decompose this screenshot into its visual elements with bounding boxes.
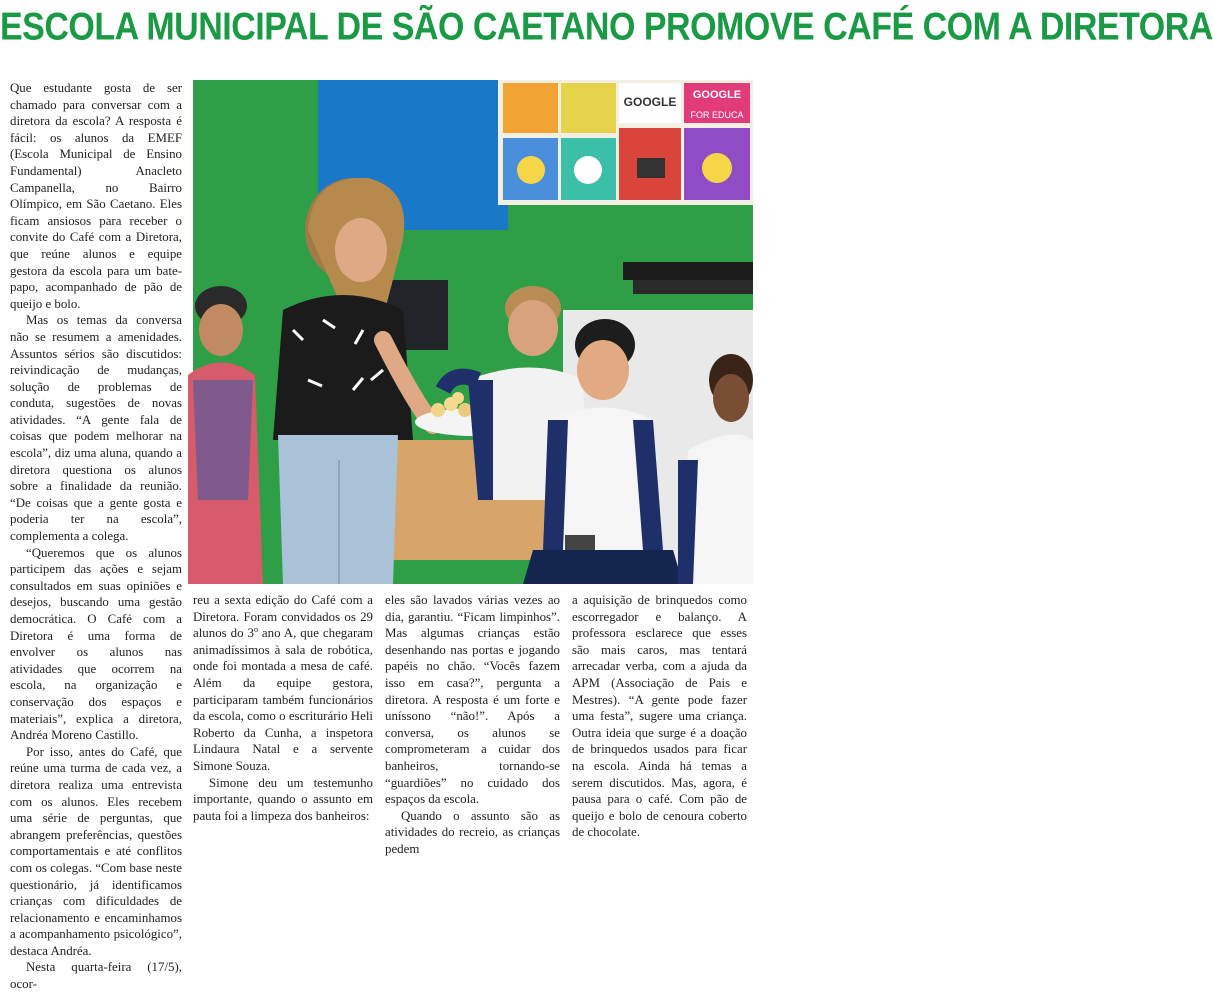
storage-case bbox=[623, 262, 753, 280]
headline: ESCOLA MUNICIPAL DE SÃO CAETANO PROMOVE CAFÉ COM A DIRETORA bbox=[0, 5, 1213, 49]
poster-text: GOOGLE bbox=[623, 95, 677, 109]
paragraph: Simone deu um testemunho importante, quando o assunto em pauta foi a limpeza dos banheiros: bbox=[193, 775, 373, 823]
paragraph: Que estudante gosta de ser chamado para conversar com a diretora da escola? A resposta é fácil: os alunos da EMEF (Escola Municipal de Ensino Fundamental) Anacleto Campanella, no Bairro Olímpico, em São Caetano. Eles ficam ansiosos para receber o convite do Café com a Diretora, que reúne alunos e equipe gestora da escola para um bate-papo, acompanhado de pão de queijo e bolo. bbox=[10, 81, 182, 311]
quote-icon bbox=[702, 153, 732, 183]
camera-icon bbox=[637, 158, 665, 178]
storage-case bbox=[633, 280, 753, 294]
paragraph: reu a sexta edição do Café com a Diretora. Foram convidados os 29 alunos do 3º ano A, que chegaram animadíssimos à sala de robótica, onde foi montada a mesa de café. Além da equipe gestora, participaram também funcionários da escola, como o escriturário Heli Roberto da Cunha, a inspetora Lindaura Natal e a servente Simone Souza. bbox=[193, 593, 373, 773]
poster-text: FOR EDUCA bbox=[690, 110, 744, 120]
educational-posters bbox=[498, 80, 753, 205]
paragraph: Por isso, antes do Café, que reúne uma turma de cada vez, a diretora realiza uma entrevista com os alunos. Eles recebem uma série de perguntas, que abrangem preferências, questões comportamentais e até conflitos com os colegas. “Com base neste questionário, já identificamos crianças com dificuldades de relacionamento e encaminhamos a acompanhamento psicológico”, destaca Andréa. bbox=[10, 744, 182, 958]
article-column-2 bbox=[193, 592, 373, 824]
article-column-4 bbox=[572, 592, 747, 841]
article-column-1 bbox=[10, 80, 182, 993]
classroom-photo bbox=[193, 80, 753, 584]
paragraph: Mas os temas da conversa não se resumem a amenidades. Assuntos sérios são discutidos: reivindicação de mudanças, solução de problemas de conduta, sugestões de novas atividades. “A gente fala de coisas que podem melhorar na escola”, diz uma aluna, quando a diretora questiona os alunos sobre a finalidade da reunião. “De coisas que a gente gosta e poderia ter na escola”, complementa a colega. bbox=[10, 313, 182, 544]
paragraph: a aquisição de brinquedos como escorregador e balanço. A professora esclarece que esses são mais caros, mas tentará arrecadar verba, com a ajuda da APM (Associação de Pais e Mestres). “A gente pode fazer uma festa”, sugere uma criança. Outra ideia que surge é a doação de brinquedos usados para ficar na escola. Ainda há temas a serem discutidos. Mas, agora, é pausa para o café. Com pão de queijo e bolo de cenoura coberto de chocolate. bbox=[572, 593, 747, 840]
paragraph: Nesta quarta-feira (17/5), ocor- bbox=[10, 960, 182, 992]
paragraph: “Queremos que os alunos participem das ações e sejam consultados em suas opiniões e desejos, buscando uma gestão democrática. O Café com a Diretora é uma forma de envolver os alunos nas atividades que ocorrem na escola, na organização e conservação dos espaços e materiais”, explica a diretora, Andréa Moreno Castillo. bbox=[10, 545, 182, 743]
compass-icon bbox=[574, 156, 602, 184]
article-column-3 bbox=[385, 592, 560, 858]
poster-text: GOOGLE bbox=[692, 89, 742, 101]
news-photo bbox=[193, 80, 753, 584]
bulb-icon bbox=[517, 156, 545, 184]
paragraph: Quando o assunto são as atividades do recreio, as crianças pedem bbox=[385, 808, 560, 856]
paragraph: eles são lavados várias vezes ao dia, garantiu. “Ficam limpinhos”. Mas algumas crianças estão desenhando nas portas e jogando papéis no chão. “Vocês fazem isso em casa?”, pergunta a diretora. A resposta é um forte e uníssono “não!”. Após a conversa, os alunos se comprometeram a cuidar dos banheiros, tornando-se “guardiões” no cuidado dos espaços da escola. bbox=[385, 593, 560, 807]
